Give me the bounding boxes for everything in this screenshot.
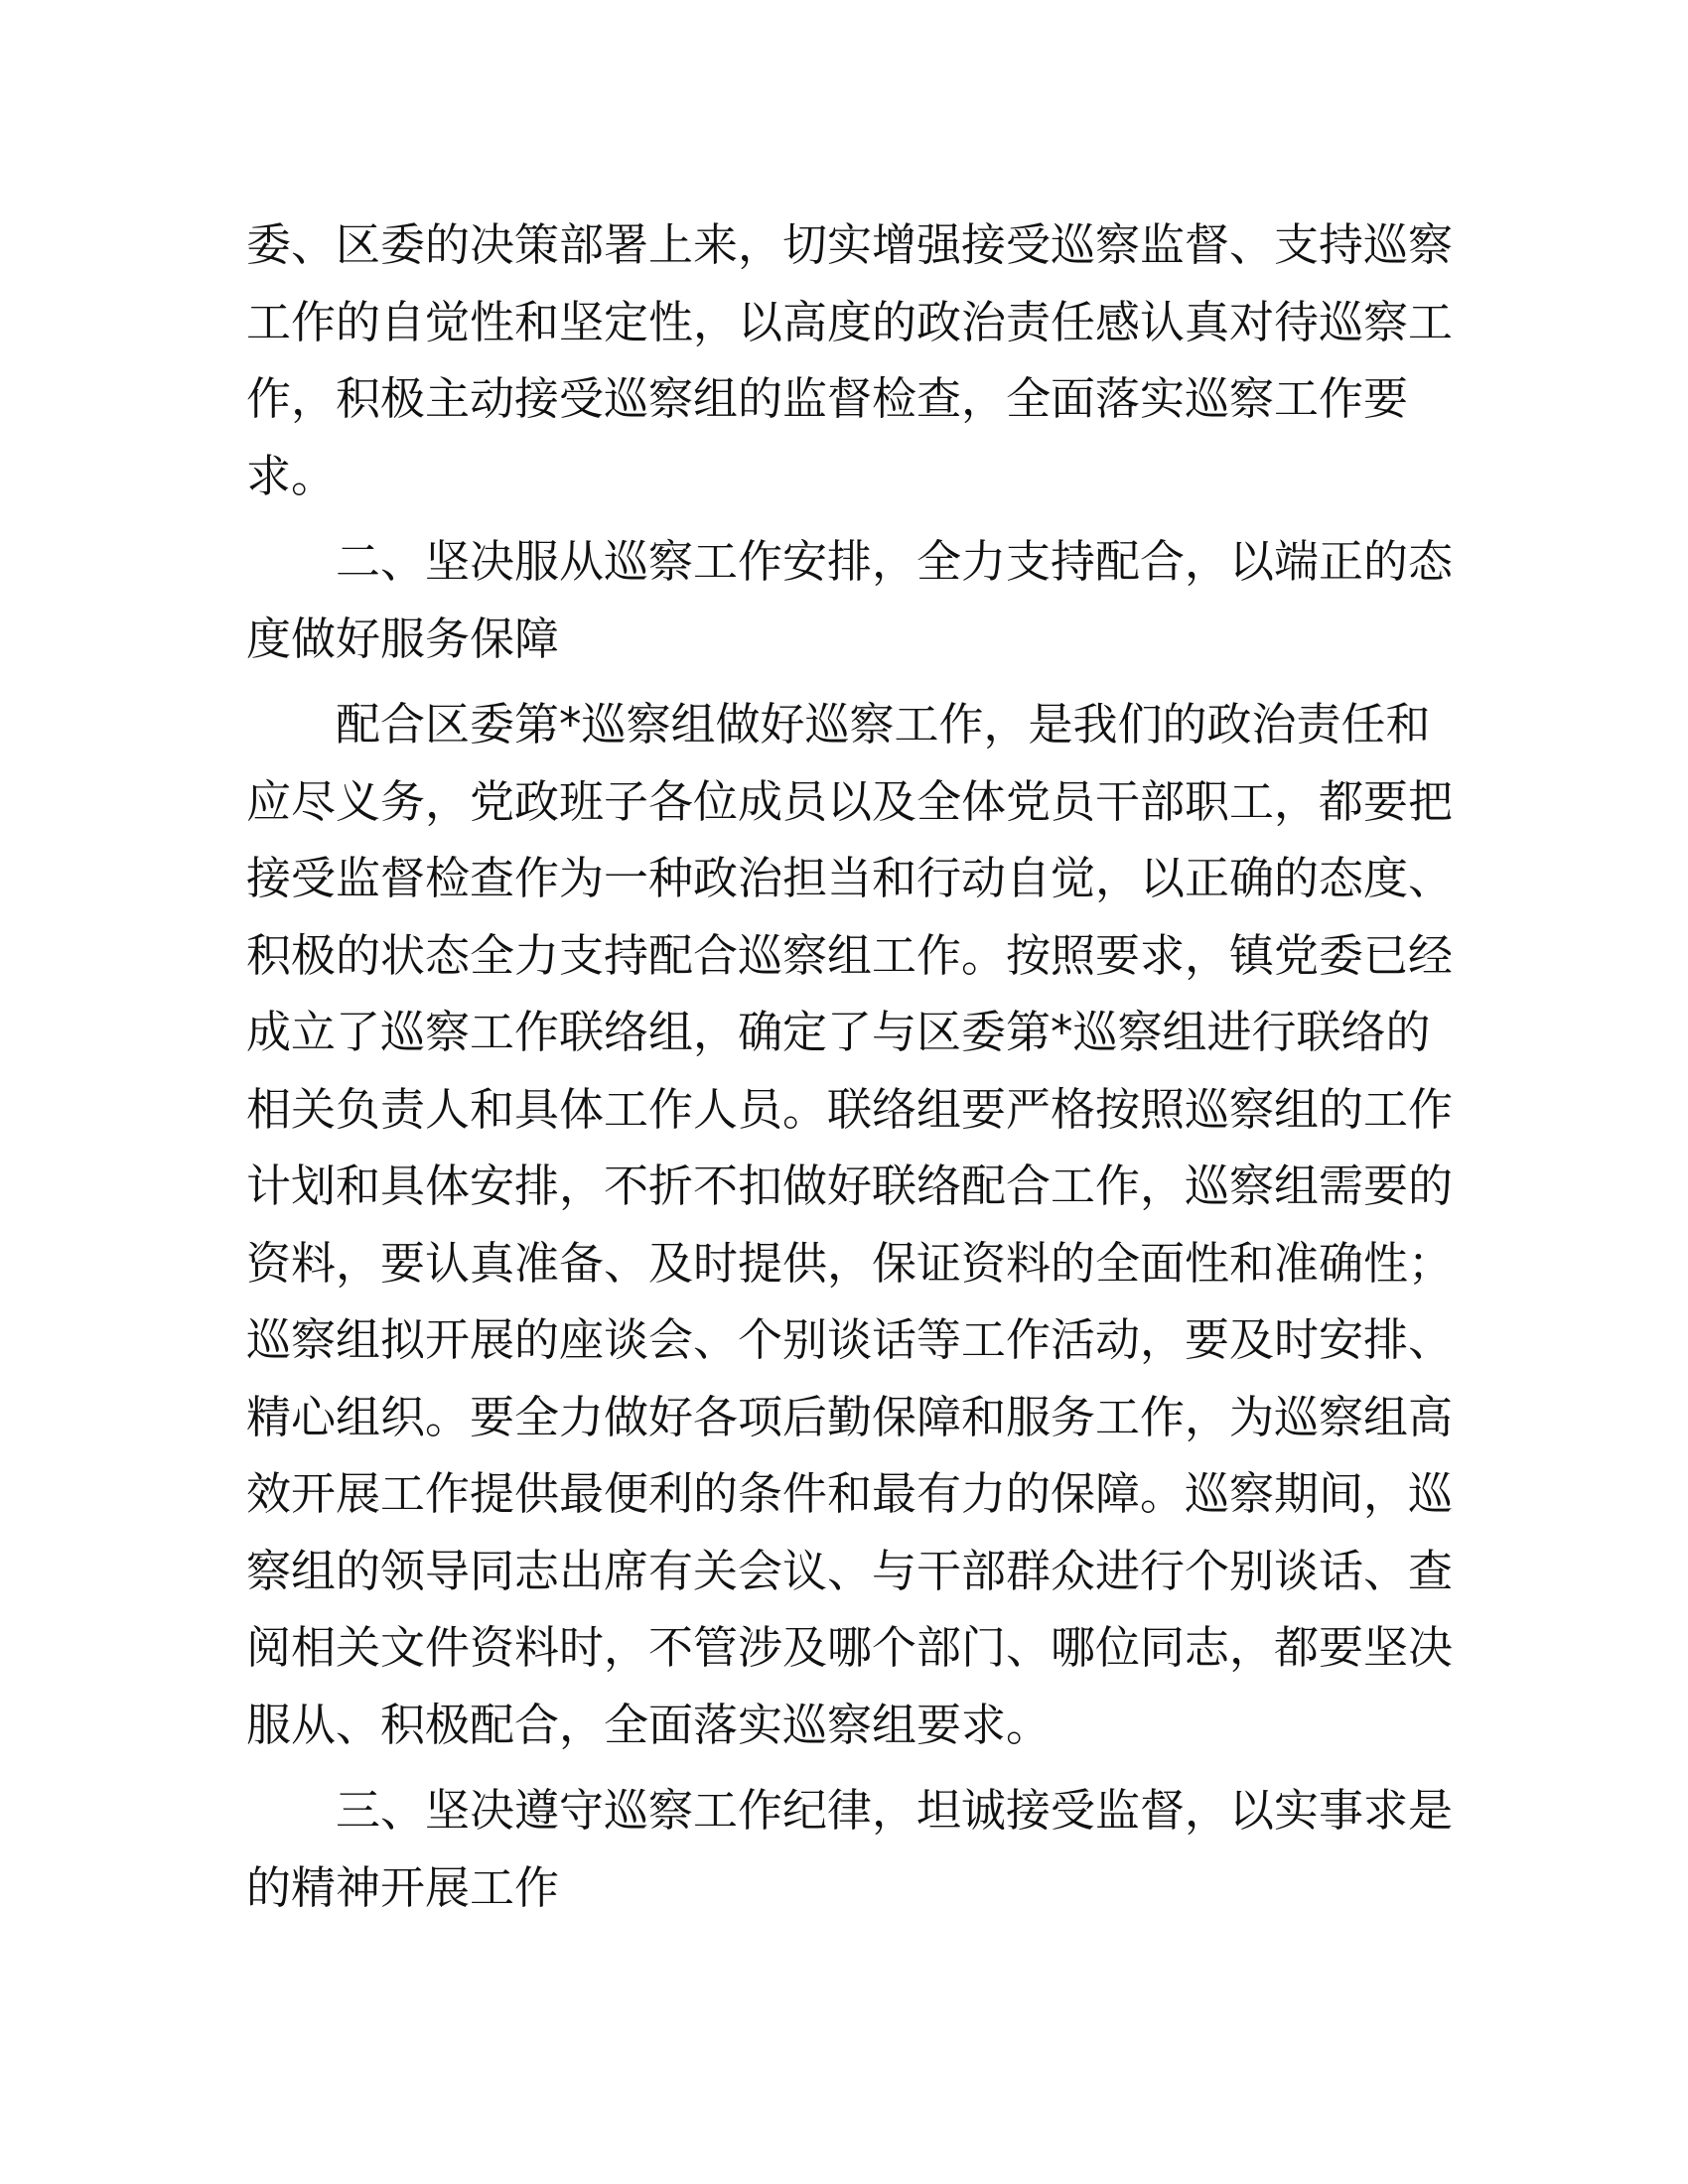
- heading-line: 的精神开展工作: [246, 1860, 560, 1914]
- text-line: 成立了巡察工作联络组，确定了与区委第*巡察组进行联络的: [246, 1006, 1431, 1058]
- text-line: 接受监督检查作为一种政治担当和行动自觉，以正确的态度、: [246, 852, 1454, 904]
- text-line: 计划和具体安排，不折不扣做好联络配合工作，巡察组需要的: [246, 1160, 1454, 1212]
- text-line: 效开展工作提供最便利的条件和最有力的保障。巡察期间，巡: [246, 1467, 1454, 1520]
- text-line: 巡察组拟开展的座谈会、个别谈话等工作活动，要及时安排、: [246, 1313, 1454, 1366]
- text-line: 应尽义务，党政班子各位成员以及全体党员干部职工，都要把: [246, 774, 1454, 828]
- text-line: 委、区委的决策部署上来，切实增强接受巡察监督、支持巡察: [246, 218, 1454, 271]
- text-line: 作，积极主动接受巡察组的监督检查，全面落实巡察工作要: [246, 372, 1409, 425]
- text-line: 精心组织。要全力做好各项后勤保障和服务工作，为巡察组高: [246, 1390, 1454, 1443]
- section-heading-3: [246, 1772, 1454, 1926]
- text-line: 相关负责人和具体工作人员。联络组要严格按照巡察组的工作: [246, 1082, 1454, 1136]
- text-line: 工作的自觉性和坚定性，以高度的政治责任感认真对待巡察工: [246, 295, 1454, 348]
- heading-line: 三、坚决遵守巡察工作纪律，坦诚接受监督，以实事求是: [336, 1784, 1454, 1837]
- text-line: 服从、积极配合，全面落实巡察组要求。: [246, 1698, 1052, 1751]
- text-line: 求。: [246, 449, 337, 502]
- heading-line: 二、坚决服从巡察工作安排，全力支持配合，以端正的态: [336, 535, 1454, 588]
- text-line: 察组的领导同志出席有关会议、与干部群众进行个别谈话、查: [246, 1544, 1454, 1597]
- document-body: [246, 206, 1454, 1926]
- section-heading-2: [246, 523, 1454, 677]
- text-line: 阅相关文件资料时，不管涉及哪个部门、哪位同志，都要坚决: [246, 1621, 1454, 1674]
- text-line: 资料，要认真准备、及时提供，保证资料的全面性和准确性；: [246, 1236, 1454, 1290]
- paragraph-1: [246, 206, 1454, 514]
- heading-line: 度做好服务保障: [246, 612, 560, 665]
- text-line: 配合区委第*巡察组做好巡察工作，是我们的政治责任和: [336, 698, 1431, 751]
- paragraph-2: [246, 686, 1454, 1763]
- text-line: 积极的状态全力支持配合巡察组工作。按照要求，镇党委已经: [246, 928, 1454, 982]
